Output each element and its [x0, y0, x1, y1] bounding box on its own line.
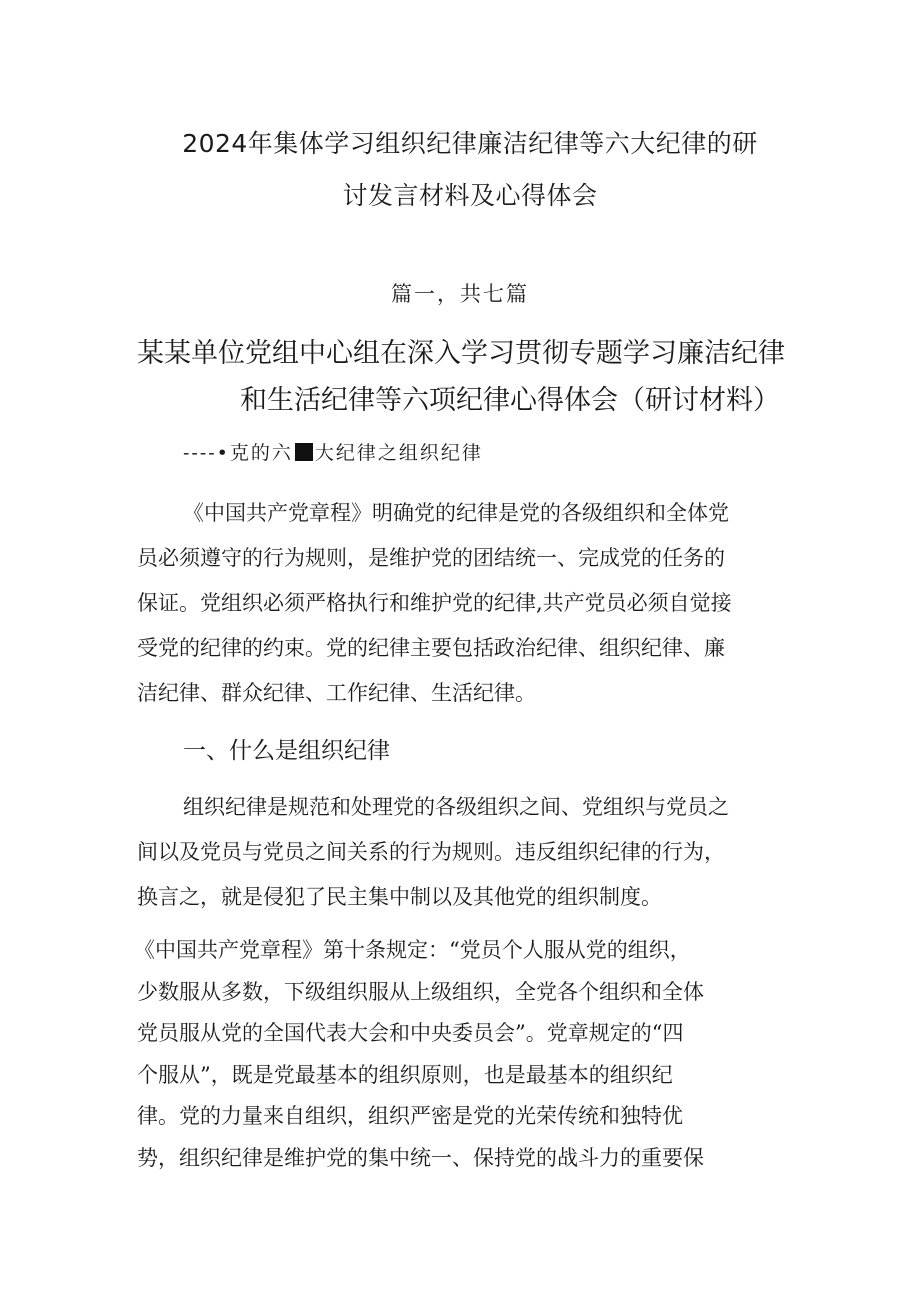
paragraph-article-ten — [134, 930, 777, 1179]
paragraph-line: 党员服从党的全国代表大会和中央委员会”。党章规定的“四 — [137, 1021, 684, 1045]
paragraph-line: 洁纪律、群众纪律、工作纪律、生活纪律。 — [137, 681, 536, 705]
article-title-line-1: 某某单位党组中心组在深入学习贯彻专题学习廉洁纪律 — [137, 338, 785, 369]
subtitle-prefix: ----•克的六 — [183, 442, 293, 464]
article-title — [120, 330, 820, 424]
paragraph-line: 间以及党员与党员之间关系的行为规则。违反组织纪律的行为， — [137, 840, 725, 864]
article-title-line-2: 和生活纪律等六项纪律心得体会（研讨材料） — [240, 385, 780, 416]
paragraph-line: 受党的纪律的约束。党的纪律主要包括政治纪律、组织纪律、廉 — [137, 636, 725, 660]
paragraph-line: 少数服从多数，下级组织服从上级组织，全党各个组织和全体 — [137, 979, 704, 1004]
paragraph-line: 保证。党组织必须严格执行和维护党的纪律,共产党员必须自觉接 — [137, 591, 732, 615]
paragraph-line: 律。党的力量来自组织，组织严密是党的光荣传统和独特优 — [137, 1104, 683, 1128]
paragraph-line: 组织纪律是规范和处理党的各级组织之间、党组织与党员之 — [183, 795, 729, 819]
part-label: 篇一，共七篇 — [391, 282, 529, 306]
section-heading: 一、什么是组织纪律 — [183, 738, 390, 764]
paragraph-line: 《中国共产党章程》第十条规定：“党员个人服从党的组织， — [134, 938, 691, 962]
subtitle-suffix: 大纪律之组织纪律 — [314, 442, 483, 464]
redaction-block — [295, 443, 313, 461]
paragraph-line: 《中国共产党章程》明确党的纪律是党的各级组织和全体党 — [183, 501, 729, 525]
document-title-line-1: 2024年集体学习组织纪律廉洁纪律等六大纪律的研 — [182, 129, 758, 158]
subtitle — [183, 438, 483, 465]
paragraph-party-constitution — [137, 491, 797, 716]
paragraph-line: 换言之，就是侵犯了民主集中制以及其他党的组织制度。 — [137, 885, 662, 909]
paragraph-line: 员必须遵守的行为规则，是维护党的团结统一、完成党的任务的 — [137, 546, 725, 570]
paragraph-line: 个服从”，既是党最基本的组织原则，也是最基本的组织纪 — [137, 1062, 673, 1087]
paragraph-line: 势，组织纪律是维护党的集中统一、保持党的战斗力的重要保 — [137, 1145, 704, 1170]
document-title — [120, 118, 820, 222]
paragraph-definition — [137, 785, 797, 920]
document-title-line-2: 讨发言材料及心得体会 — [342, 181, 598, 210]
